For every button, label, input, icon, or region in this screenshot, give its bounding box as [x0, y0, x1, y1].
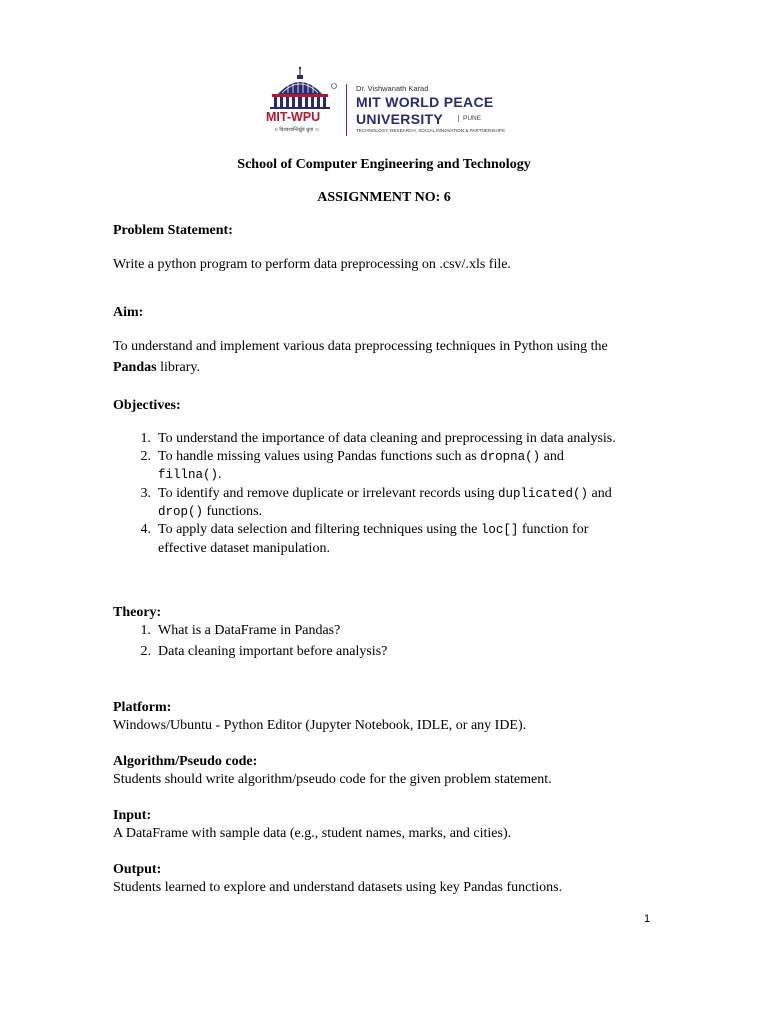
- pandas-bold: Pandas: [113, 360, 157, 375]
- output-text: Students learned to explore and understand datasets using key Pandas functions.: [113, 880, 563, 895]
- algorithm-heading: Algorithm/Pseudo code:: [113, 754, 258, 769]
- objective-number: 1.: [140, 431, 151, 446]
- theory-number: 1.: [140, 623, 151, 638]
- university-logo: [262, 66, 512, 142]
- code-duplicated: duplicated(): [497, 487, 588, 501]
- objectives-heading: Objectives:: [113, 398, 181, 413]
- objective-number: 2.: [140, 449, 151, 464]
- code-drop: drop(): [158, 505, 204, 519]
- objective-text: function for: [518, 522, 589, 537]
- logo-divider: [346, 84, 347, 136]
- aim-line2-rest: library.: [156, 360, 200, 375]
- objective-text: and: [540, 449, 564, 464]
- dome-icon: [262, 66, 346, 112]
- university-name-line1: MIT WORLD PEACE: [356, 94, 494, 110]
- problem-text: Write a python program to perform data preprocessing on .csv/.xls file.: [113, 257, 511, 272]
- assignment-title: ASSIGNMENT NO: 6: [317, 190, 451, 205]
- algorithm-text: Students should write algorithm/pseudo code for the given problem statement.: [113, 772, 552, 787]
- mit-wpu-text: MIT-WPU: [266, 110, 321, 124]
- university-name-line2: UNIVERSITY: [356, 111, 444, 127]
- code-dropna: dropna(): [480, 450, 541, 464]
- platform-heading: Platform:: [113, 700, 172, 715]
- objective-number: 4.: [140, 522, 151, 537]
- objective-item-2-line2: [158, 466, 222, 484]
- objective-item-1: To understand the importance of data cleaning and preprocessing in data analysis.: [158, 431, 616, 446]
- page-number: 1: [644, 913, 651, 925]
- objective-item-3-line1: [158, 485, 612, 503]
- objective-item-2-line1: [158, 448, 564, 466]
- objective-text: To handle missing values using Pandas functions such as: [158, 449, 481, 464]
- hindi-motto: ।। विश्वशान्तिर्ध्रुवं ध्रुवा ।।: [274, 127, 319, 133]
- output-heading: Output:: [113, 862, 162, 877]
- input-heading: Input:: [113, 808, 152, 823]
- theory-heading: Theory:: [113, 605, 162, 620]
- school-title: School of Computer Engineering and Technology: [237, 157, 531, 172]
- objective-text: To apply data selection and filtering techniques using the: [158, 522, 481, 537]
- objective-item-4-line2: effective dataset manipulation.: [158, 541, 330, 556]
- platform-text: Windows/Ubuntu - Python Editor (Jupyter Notebook, IDLE, or any IDE).: [113, 718, 527, 733]
- theory-item-1: What is a DataFrame in Pandas?: [158, 623, 341, 638]
- mit-wpu-emblem: [262, 66, 346, 142]
- objective-item-3-line2: [158, 503, 262, 521]
- pune-label: PUNE: [458, 115, 481, 122]
- aim-heading: Aim:: [113, 305, 144, 320]
- objective-text: To identify and remove duplicate or irrelevant records using: [158, 486, 498, 501]
- theory-number: 2.: [140, 644, 151, 659]
- objective-number: 3.: [140, 486, 151, 501]
- aim-text-line2: [113, 359, 200, 377]
- dr-name: Dr. Vishwanath Karad: [356, 84, 429, 93]
- logo-tagline: TECHNOLOGY, RESEARCH, SOCIAL INNOVATION & PARTNERSHIPS: [356, 128, 505, 133]
- aim-text-line1: To understand and implement various data preprocessing techniques in Python using the: [113, 339, 608, 354]
- input-text: A DataFrame with sample data (e.g., student names, marks, and cities).: [113, 826, 512, 841]
- theory-item-2: Data cleaning important before analysis?: [158, 644, 388, 659]
- code-fillna: fillna(): [158, 468, 219, 482]
- problem-heading: Problem Statement:: [113, 223, 233, 238]
- objective-text: functions.: [203, 504, 263, 519]
- code-loc: loc[]: [480, 523, 519, 537]
- objective-text: and: [587, 486, 612, 501]
- objective-item-4-line1: [158, 521, 588, 539]
- objective-text: .: [218, 467, 222, 482]
